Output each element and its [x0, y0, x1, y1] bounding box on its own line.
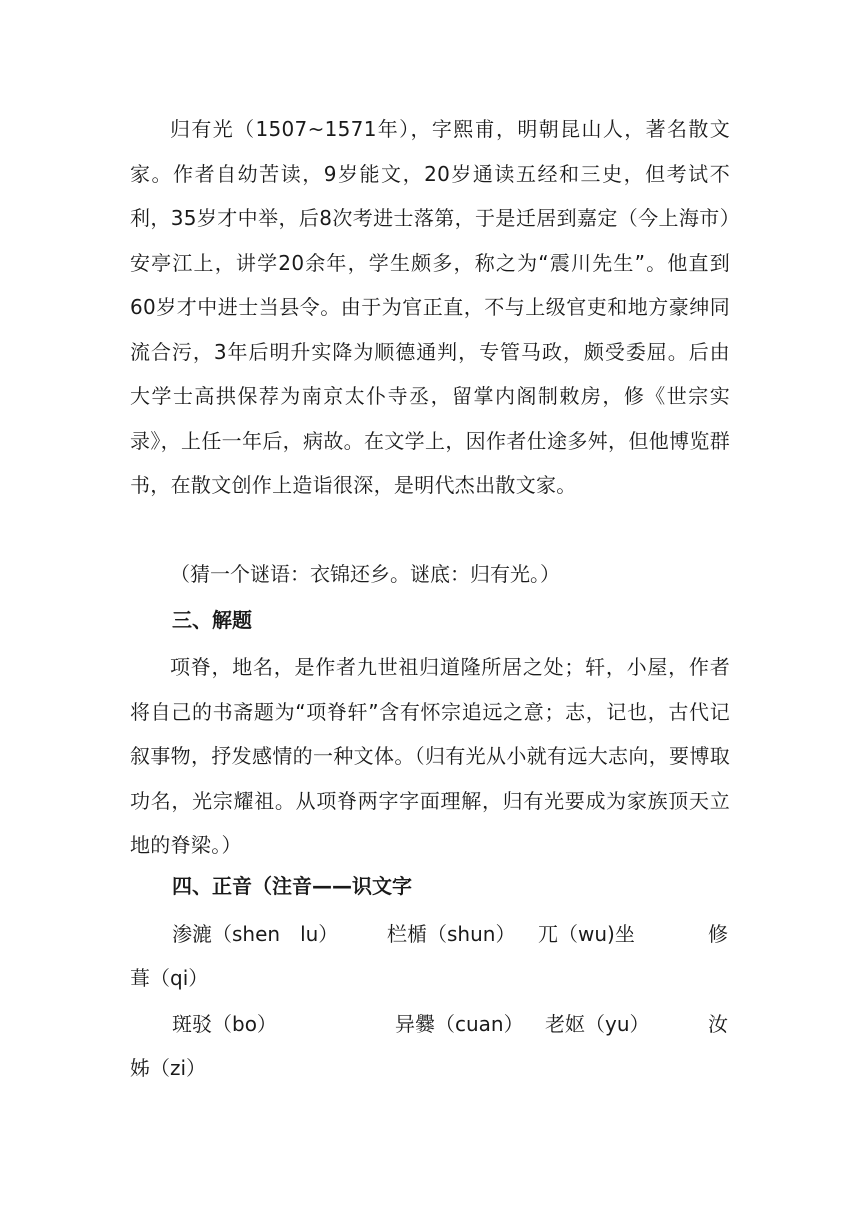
pronunciation-item: 姊（zi） — [130, 1056, 207, 1080]
title-explanation-text: 项脊，地名，是作者九世祖归道隆所居之处；轩，小屋，作者将自己的书斋题为“项脊轩”含有怀宗追远之意；志，记也，古代记叙事物，抒发感情的一种文体。（归有光从小就有远大志向，要博取功名，光宗耀祖。从项脊两字字面理解，归有光要成为家族顶天立地的脊梁。） — [130, 655, 730, 857]
pronunciation-item: 老妪（yu） — [545, 1012, 650, 1036]
pronunciation-item: 葺（qi） — [130, 966, 209, 990]
section-heading-pronunciation: 四、正音（注音——识文字 — [172, 874, 412, 898]
author-bio-text: 归有光（1507~1571年），字熙甫，明朝昆山人，著名散文家。作者自幼苦读，9岁能文，20岁通读五经和三史，但考试不利，35岁才中举，后8次考进士落第，于是迁居到嘉定（今上海市）安亭江上，讲学20余年，学生颇多，称之为“震川先生”。他直到60岁才中进士当县令。由于为官正直，不与上级官吏和地方豪绅同流合污，3年后明升实降为顺德通判，专管马政，颇受委屈。后由大学士高拱保荐为南京太仆寺丞，留掌内阁制敕房，修《世宗实录》，上任一年后，病故。在文学上，因作者仕途多舛，但他博览群书，在散文创作上造诣很深，是明代杰出散文家。 — [130, 117, 730, 497]
author-bio-paragraph — [130, 107, 730, 508]
pronunciation-row-2-continued — [130, 1052, 730, 1096]
pronunciation-item: 兀（wu)坐 — [538, 922, 635, 946]
pronunciation-row-2 — [130, 1008, 730, 1052]
pronunciation-item: 汝 — [708, 1012, 728, 1036]
pronunciation-row-1-continued — [130, 962, 730, 1006]
pronunciation-item: 斑驳（bo） — [172, 1012, 277, 1036]
pronunciation-item: 栏楯（shun） — [387, 922, 516, 946]
pronunciation-item: 渗漉（shen lu） — [172, 922, 339, 946]
section-heading-title-explanation: 三、解题 — [172, 608, 252, 632]
riddle-text: （猜一个谜语：衣锦还乡。谜底：归有光。） — [170, 562, 560, 586]
pronunciation-item: 修 — [708, 922, 728, 946]
title-explanation-paragraph — [130, 645, 730, 868]
pronunciation-item: 异爨（cuan） — [395, 1012, 524, 1036]
pronunciation-row-1 — [130, 918, 730, 962]
